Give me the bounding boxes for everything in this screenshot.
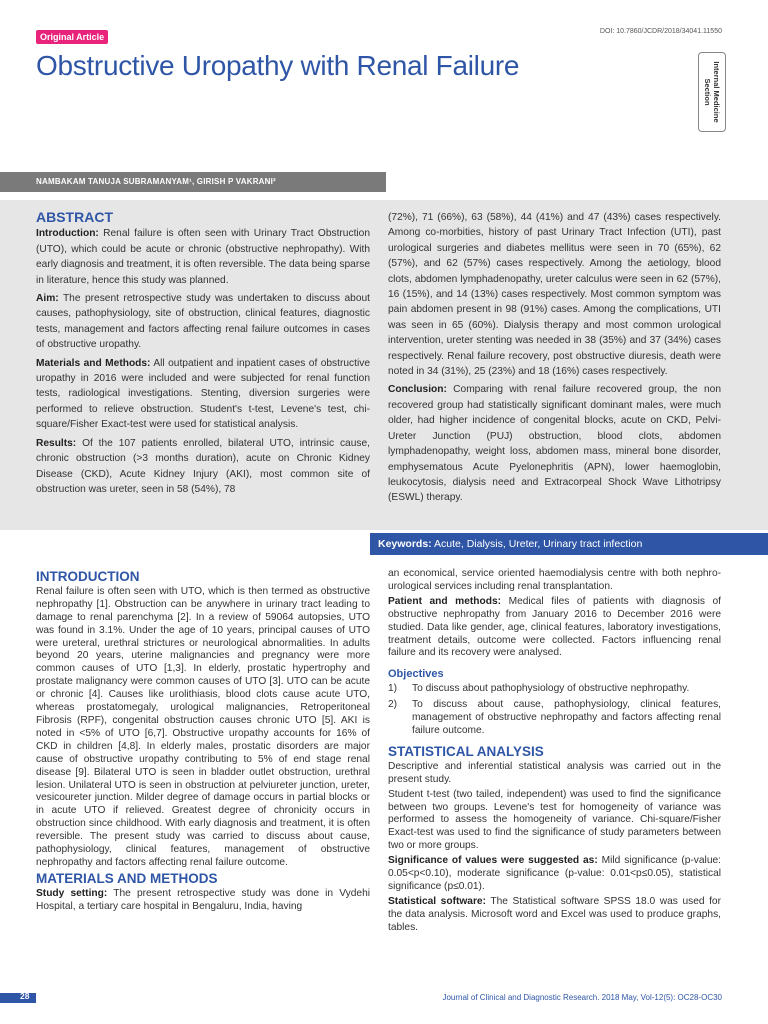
statistical-analysis-heading: STATISTICAL ANALYSIS: [388, 743, 544, 759]
patient-methods: Patient and methods: Medical files of patients with diagnosis of obstructive nephropathy from January 2016 to December 2016 were studied. Data like gender, age, clinical features, laboratory investigations, treatment details, outcome were collected. Factors influencing renal failure and its recovery were analysed.: [388, 595, 721, 659]
abstract-heading: ABSTRACT: [36, 209, 113, 225]
article-title: Obstructive Uropathy with Renal Failure: [36, 50, 520, 81]
statistical-paragraph-1: Descriptive and inferential statistical analysis was carried out in the present study.: [388, 760, 721, 785]
journal-citation: Journal of Clinical and Diagnostic Research. 2018 May, Vol-12(5): OC28-OC30: [442, 993, 722, 1002]
keywords-label: Keywords:: [378, 538, 432, 550]
doi-text: DOI: 10.7860/JCDR/2018/34041.11550: [599, 28, 722, 35]
materials-methods-heading: MATERIALS AND METHODS: [36, 870, 218, 886]
abstract-left-column: [36, 208, 370, 500]
significance-label: Significance of values were suggested as:: [388, 855, 598, 867]
abstract-results-continued: (72%), 71 (66%), 63 (58%), 44 (41%) and 47 (43%) cases respectively. Among co-morbities, history of past Urinary Tract Infection (UTI), past urological surgeries and diabetes mellitus were seen in 70 (65%), 62 (57%), and 62 (57%) cases respectively. Among the aetiology, blood clots, abdomen lymphadenopathy, ureter calculus were seen in 62 (57%), 16 (15%), and 14 (13%) cases respectively. Most common symptom was pain abdomen present in 98 (91%) cases. Among the complications, UTI was seen in 65 (60%). Dialysis therapy and most common urological intervention, ureter stenting was needed in 38 (35%) and 37 (34%) cases respectively. Renal failure recovery, post obstructive diuresis, death were noted in 34 (31%), 25 (23%) and 18 (16%) cases respectively.: [388, 212, 721, 378]
conclusion-label: Conclusion:: [388, 384, 447, 396]
section-label: Internal Medicine Section: [703, 61, 721, 123]
software-label: Statistical software:: [388, 895, 486, 907]
abstract-aim: Aim: The present retrospective study was undertaken to discuss about causes, pathophysiology, site of obstruction, clinical features, diagnostic tests, management and factors affecting renal failure outcomes in cases of obstructive uropathy.: [36, 293, 370, 351]
section-tab: [698, 52, 726, 132]
abstract-introduction: Introduction: Renal failure is often seen with Urinary Tract Obstruction (UTO), which could be acute or chronic (obstructive nephropathy). With early diagnosis and treatment, it is often reversible. The data being sparse in literature, hence this study was planned.: [36, 228, 370, 286]
study-setting-label: Study setting:: [36, 887, 108, 899]
abstract-results: Results: Of the 107 patients enrolled, bilateral UTO, intrinsic cause, chronic obstruction (>3 months duration), acute on Chronic Kidney Disease (CKD), Acute Kidney Injury (AKI), most common site of obstruction was ureter, seen in 58 (54%), 78: [36, 437, 370, 495]
introduction-text: Renal failure is often seen with UTO, which is then termed as obstructive nephropathy [1]. Obstruction can be anywhere in urinary tract leading to damage to renal parenchyma [2]. In a review of 59064 autopsies, UTO was found in 3.1%. Under the age of 10 years, principal causes of UTO were ureteral, urethral strictures or neurological abnormalities. In adults beyond 20 years, uterine malignancies and pregnancy were more common causes of UTO [1,3]. In elderly, prostatic hypertrophy and prostate malignancy were common causes of UTO [3]. UTO can be acute or chronic [4]. Causes like urolithiasis, blood clots cause acute UTO, whereas prostatomegaly, urological malignancies, Retroperitoneal Fibrosis (RPF), congenital obstruction causes chronic UTO [5]. AKI is noted in <5% of UTO [6,7]. Obstructive uropathy accounts for 16% of CKD in children [4,8]. In elderly males, prostatic disorders are major cause of obstructive uropathy contributing to 5% of end stage renal disease [9]. Bilateral UTO is seen in bladder outlet obstruction, urethral lesion. Unilateral UTO is seen in obstruction at pelviureter junction, ureter, vesicoureter junction. Milder degree of damage occurs in partial blocks or in acute UTO if relieved. Greatest degree of chronicity occurs in obstruction since childhood. With early diagnosis and treatment, it is often reversible. The present study was carried to discuss about cause, pathophysiology, clinical features, management of obstructive nephropathy and factors affecting renal failure outcome.: [36, 585, 370, 868]
body-right-column: [388, 568, 721, 937]
abstract-conclusion: Conclusion: Comparing with renal failure recovered group, the non recovered group had statistically significant dominant males, were much older, had higher incidence of congenital blocks, acute on CKD, Pelvi-Ureter Junction (PUJ) obstruction, blood clots, abdomen lymphadenopathy, weight loss, abdomen mass, mineral bone disorder, emphysematous Acute Pyelonephritis (APN), lower haemoglobin, leukocytosis, dialysis need and Extracorpeal Shock Wave Lithotripsy (ESWL) therapy.: [388, 384, 721, 504]
results-label: Results:: [36, 437, 77, 449]
keywords-bar: [370, 533, 768, 555]
introduction-heading: INTRODUCTION: [36, 569, 140, 584]
article-type-badge: Original Article: [36, 30, 108, 44]
methods-label: Materials and Methods:: [36, 357, 151, 369]
intro-label: Introduction:: [36, 228, 99, 240]
software-paragraph: Statistical software: The Statistical software SPSS 18.0 was used for the data analysis. Microsoft word and Excel was used to produce graphs, tables.: [388, 895, 721, 933]
aim-label: Aim:: [36, 293, 59, 305]
author-bar: NAMBAKAM TANUJA SUBRAMANYAM¹, GIRISH P VAKRANI²: [0, 172, 386, 192]
statistical-paragraph-2: Student t-test (two tailed, independent) was used to find the significance between two groups. Levene's test for homogeneity of variance was performed to assess the homogeneity of variance. Chi-square/Fisher Exact-test was used to find the significance of study parameters between two or more groups.: [388, 788, 721, 852]
study-setting-continued: an economical, service oriented haemodialysis centre with both nephro-urological services including renal transplantation.: [388, 568, 721, 592]
significance-paragraph: Significance of values were suggested as: Mild significance (p-value: 0.05<p<0.10), moderate significance (p-value: 0.01<p≤0.05), statistical significance (p≤0.01).: [388, 855, 721, 892]
body-left-column: [36, 568, 370, 916]
keywords-text: Acute, Dialysis, Ureter, Urinary tract infection: [434, 538, 643, 550]
abstract-methods: Materials and Methods: All outpatient and inpatient cases of obstructive uropathy in 2016 were included and were subjected for renal function tests, radiological investigations. Stenting, diversion surgeries were performed to relieve obstruction. Student's t-test, Levene's test, chi-square/Fisher Exact-test were used for statistical analysis.: [36, 357, 370, 431]
patient-methods-label: Patient and methods:: [388, 595, 502, 607]
footer-page-bar: [0, 993, 36, 1003]
study-setting: Study setting: The present retrospective study was done in Vydehi Hospital, a tertiary care hospital in Bengaluru, India, having: [36, 887, 371, 912]
page-number: 28: [20, 991, 30, 1001]
objective-item: 2) To discuss about cause, pathophysiology, clinical features, management of obstructive nephropathy and factors affecting renal failure outcome.: [388, 699, 721, 736]
abstract-box: [0, 200, 768, 530]
abstract-right-column: [388, 210, 721, 509]
objective-item: 1) To discuss about pathophysiology of obstructive nephropathy.: [388, 683, 690, 695]
objectives-heading: Objectives: [388, 668, 444, 681]
